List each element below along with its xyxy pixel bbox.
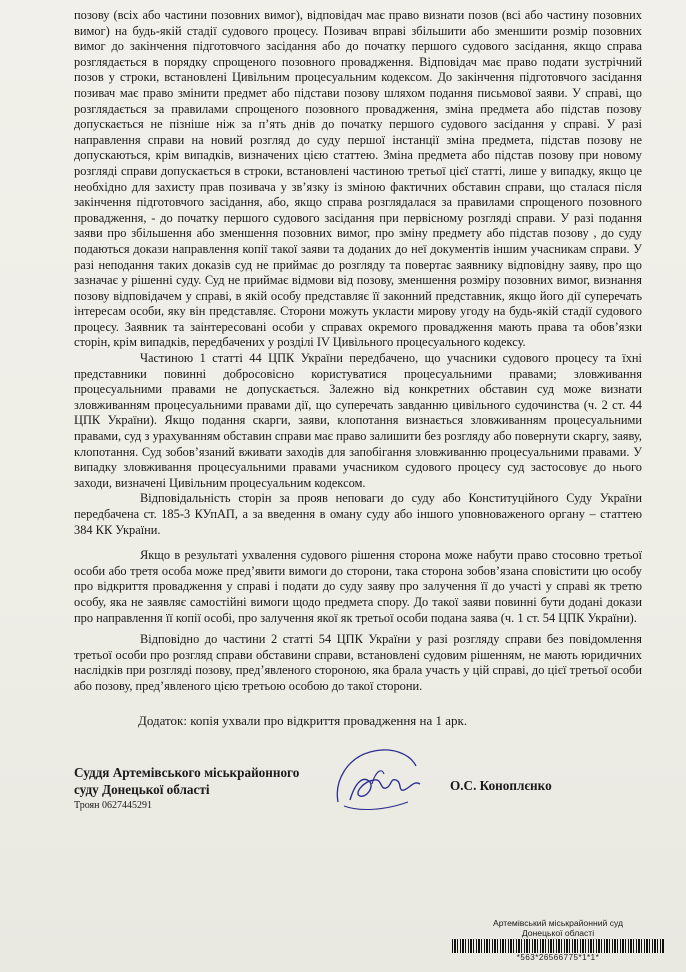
stamp-region: Донецької області [521, 928, 595, 938]
judge-title-line-2: суду Донецької області [74, 782, 210, 797]
handwritten-signature [330, 740, 430, 830]
barcode-number: *563*26566775*1*1* [516, 953, 600, 962]
registry-stamp [452, 918, 664, 962]
paragraph-2: Частиною 1 статті 44 ЦПК України передбачено, що учасники судового процесу та їхні представники повинні добросовісно користуватися процесуальними правами; зловживання процесуальними правами не допускається. Залежно від конкретних обставин суд може визнати зловживанням процесуальними правами дії, що суперечать завданню цивільного судочинства (ч. 2 ст. 44 ЦПК України). Якщо подання скарги, заяви, клопотання визнається зловживанням процесуальними правами, суд з урахуванням обставин справи має право залишити без розгляду або повернути скаргу, заяву, клопотання. Суд зобов’язаний вживати заходів для запобігання зловживанню процесуальними правами. У випадку зловживання процесуальними правами учасником судового процесу суд застосовує до нього заходи, визначені Цивільним процесуальним кодексом. [74, 351, 642, 490]
paragraph-5: Відповідно до частини 2 статті 54 ЦПК України у разі розгляду справи без повідомлення третьої особи про розгляд справи обставини справи, встановлені судовим рішенням, не мають юридичних наслідків при розгляді позову, пред’явленого стороною, яка брала участь у цій справі, до цієї третьої особи або позову, пред’явленого цією третьою особою до такої сторони. [74, 632, 642, 693]
judge-title-line-1: Суддя Артемівського міськрайонного [74, 765, 300, 780]
signature-block [74, 764, 299, 811]
attachment-note: Додаток: копія ухвали про відкриття провадження на 1 арк. [138, 713, 468, 728]
executor-phone: Троян 0627445291 [74, 800, 152, 811]
judge-name: О.С. Коноплєнко [450, 778, 552, 793]
paragraph-1: позову (всіх або частини позовних вимог), відповідач має право визнати позов (всі або частину позовних вимог) на будь-якій стадії судового процесу. Позивач вправі збільшити або зменшити розмір позовних вимог до закінчення підготовчого засідання або до початку першого судового засідання, якщо справа розглядається в порядку спрощеного позовного провадження. Відповідач має право подати зустрічний позов у строки, встановлені Цивільним процесуальним кодексом. До закінчення підготовчого засідання позивач має право змінити предмет або підстави позову шляхом подання письмової заяви. У справі, що розглядається за правилами спрощеного позовного провадження, зміна предмета або підстав позову допускається не пізніше ніж за п’ять днів до початку першого судового засідання у справі. У разі направлення справи на новий розгляд до суду першої інстанції зміна предмета, підстав позову не допускаються, крім випадків, визначених цією статтею. Зміна предмета або підстав позову при новому розгляді справи допускається в строки, встановлені частиною третьої цієї статті, лише у випадку, якщо це необхідно для захисту прав позивача у зв’язку із зміною фактичних обставин справи, що сталася після закінчення підготовчого засідання, або, якщо справа розглядалася за правилами спрощеного позовного провадження, - до початку першого судового засідання при первісному розгляді справи. У разі подання заяви про збільшення або зменшення позовних вимог, про зміну предмету або підстав позову , до суду подаються докази направлення копії такої заяви та доданих до неї документів іншим учасникам справи. У разі неподання таких доказів суд не приймає до розгляду та повертає заявнику відповідну заяву, про що зазначає у рішенні суду. Суд не приймає відмови від позову, зменшення розміру позовних вимог, визнання позову відповідачем у справі, в якій особу представляє її законний представник, якщо його дії суперечать інтересам особи, яку він представляє. Сторони можуть укласти мирову угоду на будь-якій стадії судового процесу. Заявник та заінтересовані особи у справах окремого провадження мають права та обов’язки сторін, крім випадків, передбачених у розділі IV Цивільного процесуального кодексу. [74, 8, 642, 350]
barcode [452, 939, 664, 953]
document-body [74, 8, 642, 695]
paragraph-3: Відповідальність сторін за прояв неповаги до суду або Конституційного Суду України передбачена ст. 185-3 КУпАП, а за введення в оману суду або іншого уповноваженого органу – статтею 384 КК України. [74, 491, 642, 537]
stamp-court-name: Артемівський міськрайонний суд [492, 918, 624, 928]
paragraph-4: Якщо в результаті ухвалення судового рішення сторона може набути право стосовно третьої особи або третя особа може пред’явити вимоги до сторони, така сторона зобов’язана сповістити цю особу про відкриття провадження у справі і подати до суду заяву про залучення її до участі у справі як третю особу, яка не заявляє самостійні вимоги щодо предмета спору. До такої заяви повинні бути додані докази про направлення її копії особі, про залучення якої як третьої особи подана заява (ч. 1 ст. 54 ЦПК України). [74, 548, 642, 625]
